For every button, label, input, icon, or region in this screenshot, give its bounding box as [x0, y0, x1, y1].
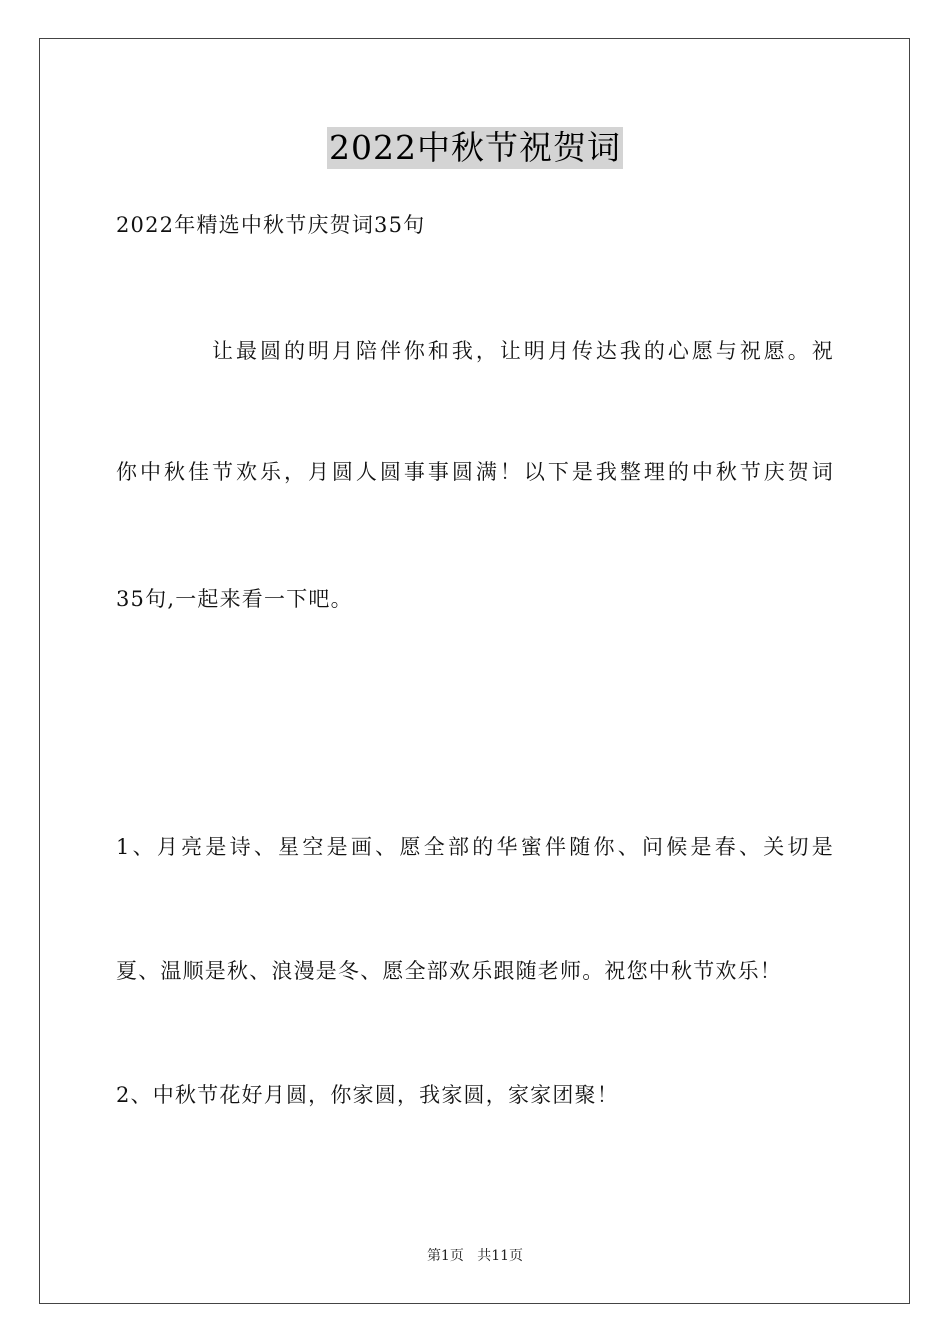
- page-number-current: 第1页: [426, 1248, 464, 1264]
- document-title: 2022中秋节祝贺词: [329, 128, 621, 167]
- item-2-line-1: 2、中秋节花好月圆，你家圆，我家圆，家家团聚！: [116, 1083, 619, 1107]
- page-footer: [0, 1246, 950, 1266]
- intro-line-3: 35句,一起来看一下吧。: [116, 587, 353, 611]
- intro-line-1: 让最圆的明月陪伴你和我，让明月传达我的心愿与祝愿。祝: [212, 339, 834, 363]
- item-1-line-1: 1、月亮是诗、星空是画、愿全部的华蜜伴随你、问候是春、关切是: [116, 835, 834, 859]
- document-subtitle: 2022年精选中秋节庆贺词35句: [116, 213, 426, 237]
- title-container: [0, 127, 950, 169]
- page-number-total: 共11页: [477, 1248, 524, 1264]
- item-1-line-2: 夏、温顺是秋、浪漫是冬、愿全部欢乐跟随老师。祝您中秋节欢乐！: [116, 959, 782, 983]
- intro-line-2: 你中秋佳节欢乐，月圆人圆事事圆满！以下是我整理的中秋节庆贺词: [116, 460, 834, 484]
